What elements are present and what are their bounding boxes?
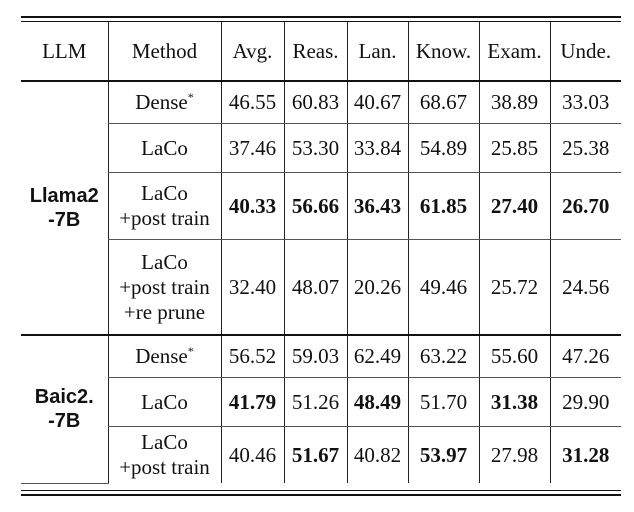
method-line: +post train [119, 274, 210, 299]
method-cell [108, 240, 221, 336]
value-cell-bold: 31.28 [550, 427, 621, 484]
value-cell: 47.26 [550, 335, 621, 378]
method-sup: * [187, 344, 194, 358]
value-cell: 38.89 [479, 81, 550, 124]
header-row [21, 22, 621, 81]
results-table-container [21, 16, 621, 496]
value-cell: 40.46 [221, 427, 284, 484]
value-cell-bold: 40.33 [221, 173, 284, 240]
value-cell: 63.22 [408, 335, 479, 378]
table-row [21, 124, 621, 173]
table-row [21, 378, 621, 427]
method-label: Dense [135, 344, 188, 368]
value-cell: 60.83 [284, 81, 347, 124]
value-cell: 33.03 [550, 81, 621, 124]
method-line: +re prune [123, 299, 206, 324]
value-cell: 20.26 [347, 240, 408, 336]
value-cell: 51.26 [284, 378, 347, 427]
group-label-line: Baic2. [34, 386, 94, 409]
value-cell: 46.55 [221, 81, 284, 124]
results-table [21, 22, 621, 484]
value-cell: 40.82 [347, 427, 408, 484]
value-cell: 25.72 [479, 240, 550, 336]
method-line: +post train [119, 206, 210, 230]
method-cell: LaCo [108, 124, 221, 173]
table-row [21, 173, 621, 240]
header-lan: Lan. [347, 22, 408, 81]
value-cell: 55.60 [479, 335, 550, 378]
header-avg: Avg. [221, 22, 284, 81]
group-label-llama2 [21, 81, 108, 335]
value-cell: 33.84 [347, 124, 408, 173]
value-cell: 32.40 [221, 240, 284, 336]
value-cell-bold: 31.38 [479, 378, 550, 427]
value-cell: 40.67 [347, 81, 408, 124]
value-cell: 25.38 [550, 124, 621, 173]
bottom-double-rule-lower [21, 494, 621, 496]
method-cell [108, 81, 221, 124]
value-cell: 62.49 [347, 335, 408, 378]
value-cell-bold: 41.79 [221, 378, 284, 427]
value-cell: 68.67 [408, 81, 479, 124]
value-cell-bold: 53.97 [408, 427, 479, 484]
value-cell: 27.98 [479, 427, 550, 484]
value-cell-bold: 36.43 [347, 173, 408, 240]
value-cell-bold: 61.85 [408, 173, 479, 240]
table-row [21, 427, 621, 484]
value-cell: 51.70 [408, 378, 479, 427]
header-llm: LLM [21, 22, 108, 81]
value-cell-bold: 26.70 [550, 173, 621, 240]
group-label-line: -7B [48, 410, 81, 433]
method-cell [108, 173, 221, 240]
method-line: +post train [119, 455, 210, 479]
group-label-line: Llama2 [29, 185, 99, 207]
group-label-baic2 [21, 335, 108, 483]
group-label-line: -7B [48, 209, 81, 231]
header-method: Method [108, 22, 221, 81]
value-cell: 49.46 [408, 240, 479, 336]
table-row [21, 240, 621, 336]
table-row [21, 81, 621, 124]
header-unde: Unde. [550, 22, 621, 81]
value-cell: 48.07 [284, 240, 347, 336]
header-exam: Exam. [479, 22, 550, 81]
method-cell [108, 335, 221, 378]
value-cell: 29.90 [550, 378, 621, 427]
value-cell-bold: 56.66 [284, 173, 347, 240]
value-cell: 25.85 [479, 124, 550, 173]
method-label: Dense [135, 90, 188, 114]
value-cell-bold: 48.49 [347, 378, 408, 427]
table-row [21, 335, 621, 378]
value-cell: 37.46 [221, 124, 284, 173]
method-sup: * [187, 90, 194, 104]
method-cell: LaCo [108, 378, 221, 427]
value-cell: 53.30 [284, 124, 347, 173]
value-cell: 24.56 [550, 240, 621, 336]
value-cell-bold: 51.67 [284, 427, 347, 484]
method-cell [108, 427, 221, 484]
value-cell-bold: 27.40 [479, 173, 550, 240]
method-line: LaCo [141, 430, 188, 454]
value-cell: 54.89 [408, 124, 479, 173]
value-cell: 56.52 [221, 335, 284, 378]
header-know: Know. [408, 22, 479, 81]
method-line: LaCo [141, 249, 188, 274]
header-reas: Reas. [284, 22, 347, 81]
method-line: LaCo [141, 181, 188, 205]
value-cell: 59.03 [284, 335, 347, 378]
